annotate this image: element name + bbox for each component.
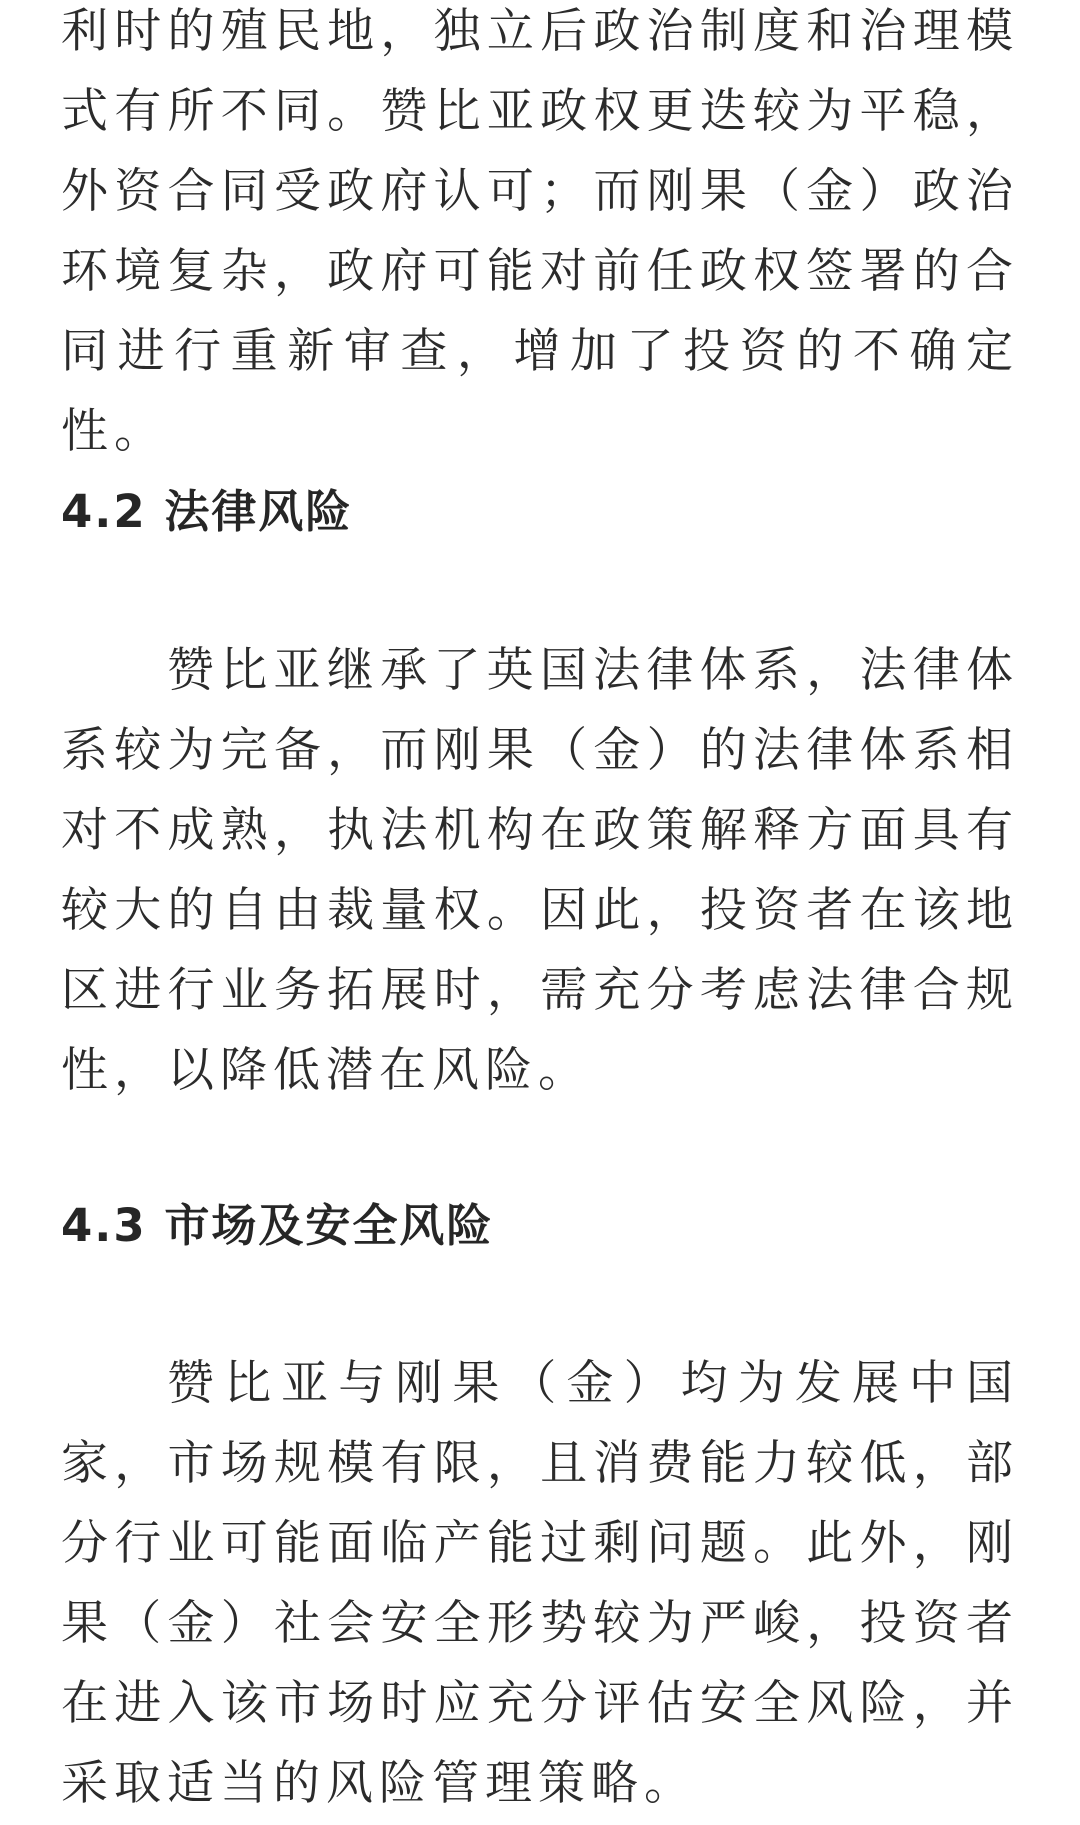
intro-paragraph: 利时的殖民地，独立后政治制度和治理模式有所不同。赞比亚政权更迭较为平稳，外资合同受政府认可；而刚果（金）政治环境复杂，政府可能对前任政权签署的合同进行重新审查，增加了投资的不确定性。	[61, 4, 1019, 459]
section-heading-legal-risk: 4.2 法律风险	[61, 485, 353, 538]
market-security-risk-paragraph: 赞比亚与刚果（金）均为发展中国家，市场规模有限，且消费能力较低，部分行业可能面临产能过剩问题。此外，刚果（金）社会安全形势较为严峻，投资者在进入该市场时应充分评估安全风险，并采取适当的风险管理策略。	[61, 1356, 1019, 1811]
section-heading-market-security-risk: 4.3 市场及安全风险	[61, 1199, 494, 1252]
legal-risk-paragraph: 赞比亚继承了英国法律体系，法律体系较为完备，而刚果（金）的法律体系相对不成熟，执法机构在政策解释方面具有较大的自由裁量权。因此，投资者在该地区进行业务拓展时，需充分考虑法律合规性，以降低潜在风险。	[61, 643, 1019, 1098]
